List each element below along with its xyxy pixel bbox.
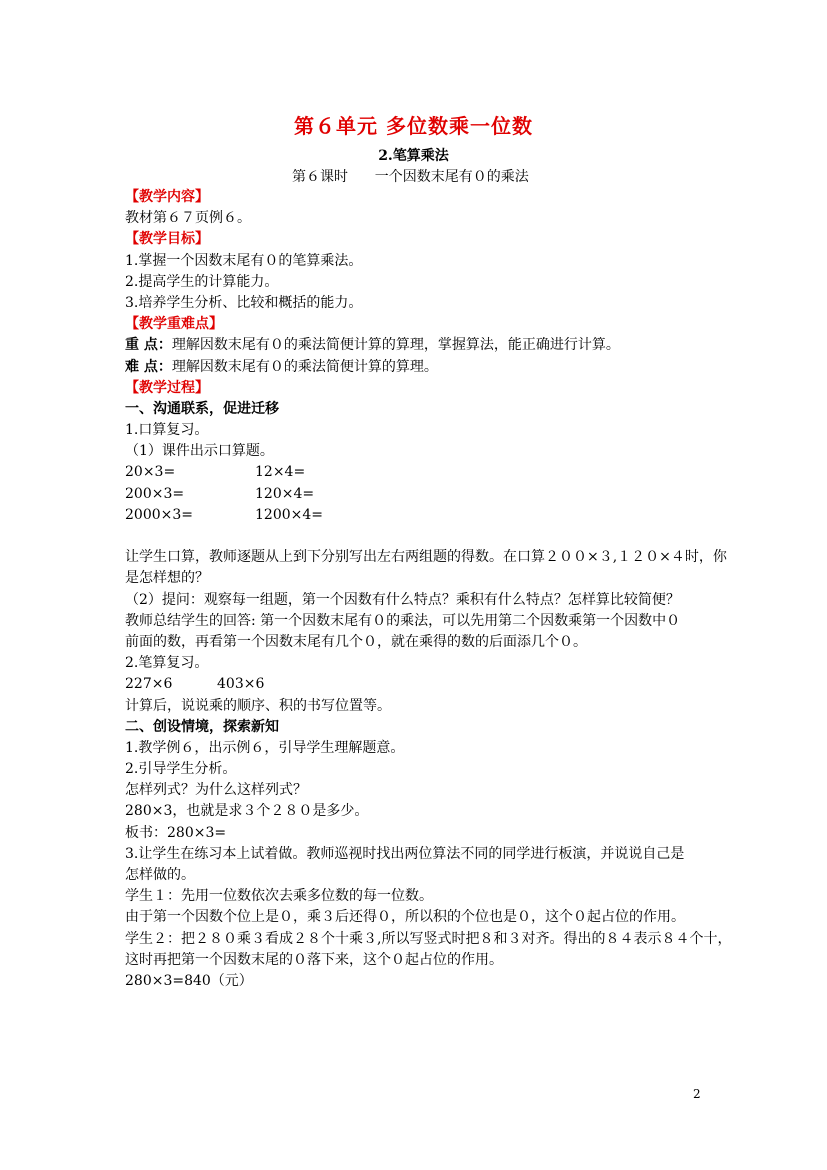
section-subtitle: 2.笔算乘法	[378, 148, 449, 164]
part2-heading: 二、创设情境，探索新知	[125, 718, 279, 735]
blank-line	[125, 526, 707, 547]
summary-line: 教师总结学生的回答: 第一个因数末尾有０的乘法，可以先用第二个因数乘第一个因数中０	[125, 612, 681, 629]
calc-row	[125, 484, 707, 505]
difficult-point	[125, 357, 707, 378]
calc-right: 12×4=	[255, 464, 306, 481]
paragraph-line: 让学生口算，教师逐题从上到下分别写出左右两组题的得数。在口算２００×３,１２０×４时，你	[125, 549, 727, 566]
content-text: 教材第６７页例６。	[125, 210, 251, 227]
difficult-label: 难 点：	[125, 358, 172, 375]
part2-line: 板书：280×3=	[125, 824, 227, 841]
key-point	[125, 335, 707, 356]
oral-review-sub: （1）课件出示口算题。	[125, 443, 274, 460]
calc-right: 120×4=	[255, 485, 315, 502]
written-row	[125, 674, 707, 695]
part1-heading: 一、沟通联系，促进迁移	[125, 400, 279, 417]
student2-line: 这时再把第一个因数末尾的０落下来，这个０起占位的作用。	[125, 951, 503, 968]
practice-line: 怎样做的。	[125, 867, 195, 883]
written-review: 2.笔算复习。	[125, 655, 209, 672]
oral-review: 1.口算复习。	[125, 422, 209, 439]
part2-line: 2.引导学生分析。	[125, 761, 237, 778]
calc-left: 2000×3=	[125, 506, 193, 523]
goal-item: 1.掌握一个因数末尾有０的笔算乘法。	[125, 252, 363, 269]
calc-row	[125, 462, 707, 483]
content-heading: 【教学内容】	[125, 189, 209, 205]
question-line: （2）提问：观察每一组题，第一个因数有什么特点？乘积有什么特点？怎样算比较简便？	[125, 591, 680, 608]
calc-left: 20×3=	[125, 464, 176, 481]
after-calc-line: 计算后，说说乘的顺序、积的书写位置等。	[125, 697, 391, 714]
student1-line: 学生１：先用一位数依次去乘多位数的每一位数。	[125, 888, 433, 905]
calc-right: 1200×4=	[255, 506, 323, 523]
part2-line: 怎样列式？为什么这样列式？	[125, 782, 307, 799]
student1-line: 由于第一个因数个位上是０，乘３后还得０，所以积的个位也是０，这个０起占位的作用。	[125, 909, 685, 926]
page-title: 第６单元 多位数乘一位数	[294, 114, 533, 138]
goal-item: 3.培养学生分析、比较和概括的能力。	[125, 294, 363, 311]
calc-row	[125, 505, 707, 526]
goal-item: 2.提高学生的计算能力。	[125, 273, 279, 290]
key-point-text: 理解因数末尾有０的乘法简便计算的算理，掌握算法，能正确进行计算。	[171, 337, 620, 354]
lesson-line: 第６课时 一个因数末尾有０的乘法	[292, 169, 529, 185]
document-body	[125, 187, 732, 992]
summary-line: 前面的数，再看第一个因数末尾有几个０，就在乘得的数的后面添几个０。	[125, 633, 587, 650]
written-left: 227×6	[125, 676, 173, 693]
key-point-label: 重 点：	[125, 337, 172, 354]
practice-line: 3.让学生在练习本上试着做。教师巡视时找出两位算法不同的同学进行板演，并说说自己是	[125, 845, 685, 862]
calc-left: 200×3=	[125, 485, 185, 502]
page-number: 2	[693, 1087, 701, 1101]
difficult-text: 理解因数末尾有０的乘法简便计算的算理。	[171, 358, 438, 375]
part2-line: 280×3，也就是求３个２８０是多少。	[125, 803, 369, 820]
goals-heading: 【教学目标】	[125, 231, 209, 248]
process-heading: 【教学过程】	[125, 379, 209, 396]
student2-line: 学生２：把２８０乘３看成２８个十乘３,所以写竖式时把８和３对齐。得出的８４表示８４个十，	[125, 930, 732, 947]
written-right: 403×6	[217, 676, 265, 693]
key-heading: 【教学重难点】	[125, 316, 223, 333]
paragraph-line: 是怎样想的？	[125, 570, 209, 587]
part2-line: 1.教学例６，出示例６，引导学生理解题意。	[125, 739, 405, 756]
result-line: 280×3=840（元）	[125, 972, 253, 989]
